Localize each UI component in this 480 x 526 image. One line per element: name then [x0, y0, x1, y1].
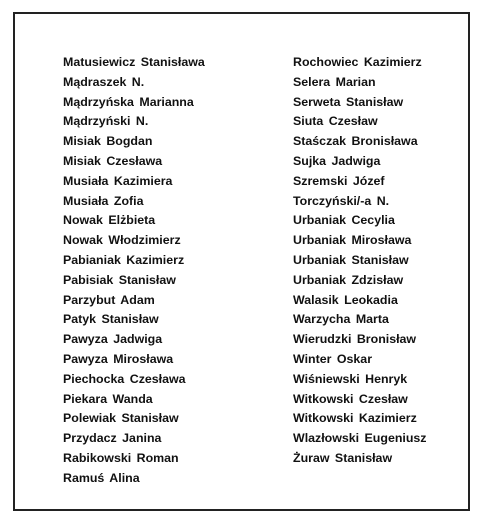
name-entry: Pabianiak Kazimierz	[63, 252, 185, 267]
name-entry: Siuta Czesław	[293, 114, 378, 129]
name-entry: Wierudzki Bronisław	[293, 332, 417, 347]
right-name-column	[293, 53, 427, 469]
name-entry: Torczyński/-a N.	[293, 193, 390, 208]
name-entry: Piechocka Czesława	[63, 371, 186, 386]
name-entry: Selera Marian	[293, 74, 376, 89]
name-entry: Pawyza Jadwiga	[63, 332, 163, 347]
name-entry: Mądraszek N.	[63, 74, 145, 89]
name-entry: Walasik Leokadia	[293, 292, 398, 307]
name-entry: Patyk Stanisław	[63, 312, 159, 327]
name-entry: Witkowski Czesław	[293, 391, 408, 406]
name-entry: Urbaniak Stanisław	[293, 252, 409, 267]
name-entry: Matusiewicz Stanisława	[63, 55, 205, 69]
name-entry: Rochowiec Kazimierz	[293, 55, 422, 69]
name-entry: Parzybut Adam	[63, 292, 155, 307]
name-entry: Mądrzyński N.	[63, 114, 149, 129]
name-entry: Warzycha Marta	[293, 312, 389, 327]
name-entry: Nowak Włodzimierz	[63, 233, 181, 248]
name-entry: Pawyza Mirosława	[63, 351, 174, 366]
name-entry: Ramuś Alina	[63, 470, 140, 485]
name-entry: Misiak Bogdan	[63, 134, 153, 149]
name-entry: Sujka Jadwiga	[293, 153, 381, 168]
name-entry: Winter Oskar	[293, 351, 373, 366]
name-entry: Nowak Elżbieta	[63, 213, 156, 228]
name-entry: Staśczak Bronisława	[293, 134, 418, 149]
name-entry: Serweta Stanisław	[293, 94, 404, 109]
name-entry: Musiała Kazimiera	[63, 173, 173, 188]
name-entry: Szremski Józef	[293, 173, 385, 188]
name-entry: Piekara Wanda	[63, 391, 153, 406]
name-entry: Urbaniak Cecylia	[293, 213, 395, 228]
name-entry: Przydacz Janina	[63, 431, 162, 446]
name-entry: Wiśniewski Henryk	[293, 371, 408, 386]
name-entry: Urbaniak Mirosława	[293, 233, 412, 248]
name-entry: Musiała Zofia	[63, 193, 144, 208]
name-entry: Wlazłowski Eugeniusz	[293, 431, 427, 446]
name-entry: Żuraw Stanisław	[293, 450, 393, 465]
name-entry: Misiak Czesława	[63, 153, 163, 168]
name-entry: Witkowski Kazimierz	[293, 411, 417, 426]
name-entry: Mądrzyńska Marianna	[63, 94, 194, 109]
name-entry: Urbaniak Zdzisław	[293, 272, 404, 287]
left-name-column	[63, 53, 205, 489]
name-entry: Pabisiak Stanisław	[63, 272, 176, 287]
name-entry: Polewiak Stanisław	[63, 411, 179, 426]
name-entry: Rabikowski Roman	[63, 450, 179, 465]
